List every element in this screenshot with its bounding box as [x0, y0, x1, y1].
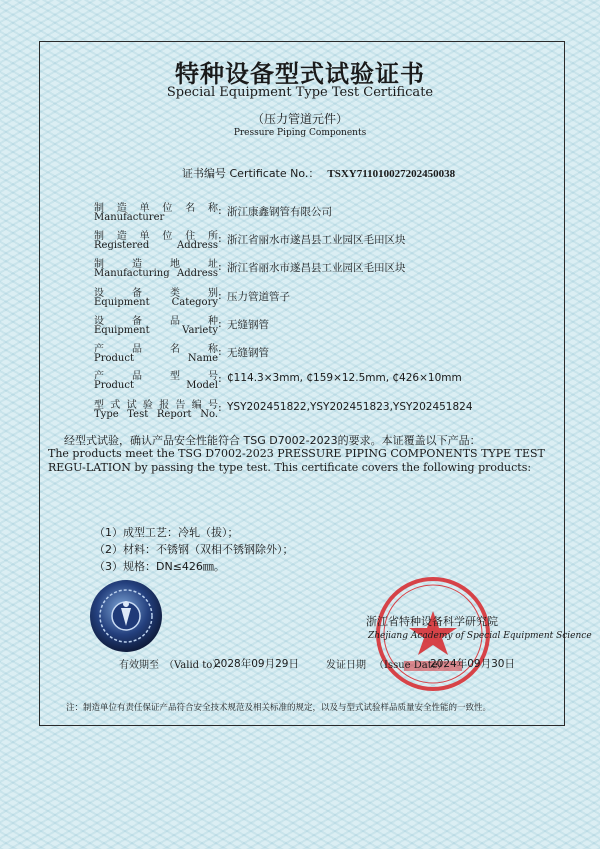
valid-label-en: （Valid to）：	[164, 660, 228, 671]
field-value: 无缝钢管	[227, 319, 269, 331]
field-label-cn: 产品名称	[94, 344, 218, 355]
field-colon: :	[218, 289, 222, 302]
subtitle-en: Pressure Piping Components	[233, 128, 367, 138]
field-label-en: Manufacturer	[94, 212, 165, 223]
field-report-number	[94, 396, 574, 424]
field-label-en: Equipment Variety	[94, 325, 218, 336]
field-colon: :	[218, 317, 222, 330]
field-colon: :	[218, 204, 222, 217]
field-value: 无缝钢管	[227, 347, 269, 359]
field-product-name	[94, 340, 574, 368]
field-manufacturer	[94, 199, 574, 227]
field-value: ₵114.3×3mm, ₵159×12.5mm, ₵426×10mm	[227, 372, 462, 384]
field-colon: :	[218, 345, 222, 358]
field-value: YSY202451822,YSY202451823,YSY202451824	[227, 401, 473, 413]
statement-cn: 经型式试验，确认产品安全性能符合 TSG D7002-2023的要求。本证覆盖以下产品：	[64, 434, 481, 447]
field-product-model	[94, 367, 574, 395]
issue-label: 发证日期	[326, 660, 366, 671]
field-value: 浙江康鑫钢管有限公司	[227, 206, 332, 218]
field-manufacturing-address	[94, 255, 574, 283]
field-value: 压力管道管子	[227, 291, 290, 303]
valid-date: 2028年09月29日	[214, 658, 299, 670]
field-label-en: Registered Address	[94, 240, 218, 251]
hologram-icon	[88, 578, 164, 654]
field-value: 浙江省丽水市遂昌县工业园区毛田区块	[227, 262, 406, 274]
certificate-title-en: Special Equipment Type Test Certificate	[166, 85, 434, 100]
certificate-title: 特种设备型式试验证书	[175, 60, 425, 88]
field-label-en: Manufacturing Address	[94, 268, 218, 279]
field-label-en: Product Model	[94, 380, 218, 391]
issuer-name: 浙江省特种设备科学研究院	[366, 615, 498, 628]
field-label-cn: 制造地址	[94, 259, 218, 270]
issuer-name-en: Zhejiang Academy of Special Equipment Science	[368, 631, 592, 641]
field-colon: :	[218, 401, 222, 414]
field-label-cn: 型式试验报告编号	[94, 400, 218, 411]
spec-item: （3）规格：DN≤426㎜。	[94, 560, 225, 573]
certificate-number	[182, 165, 455, 181]
field-label-cn: 设备品种	[94, 316, 218, 327]
spec-item: （1）成型工艺：冷轧（拔）；	[94, 526, 239, 539]
issue-label-en: （Issue Date）：	[374, 660, 453, 671]
statement-en: The products meet the TSG D7002-2023 PRESSURE PIPING COMPONENTS TYPE TEST REGU-LATION by passing the type test. This certificate covers the following products:	[48, 447, 545, 474]
subtitle: （压力管道元件）	[251, 112, 348, 126]
field-label-en: Type Test Report No.	[94, 409, 218, 420]
certificate-number-label: 证书编号 Certificate No.：	[182, 167, 320, 180]
field-colon: :	[218, 260, 222, 273]
field-label-en: Equipment Category	[94, 297, 218, 308]
field-label-en: Product Name	[94, 353, 218, 364]
field-equipment-variety	[94, 312, 574, 340]
field-value: 浙江省丽水市遂昌县工业园区毛田区块	[227, 234, 406, 246]
footnote: 注：制造单位有责任保证产品符合安全技术规范及相关标准的规定，以及与型式试验样品质量安全性能的一致性。	[66, 703, 492, 713]
field-colon: :	[218, 372, 222, 385]
field-label-cn: 制造单位名称	[94, 203, 218, 214]
field-label-cn: 制造单位住所	[94, 231, 218, 242]
field-colon: :	[218, 232, 222, 245]
valid-label: 有效期至	[119, 660, 159, 671]
field-registered-address	[94, 227, 574, 255]
field-label-cn: 设备类别	[94, 288, 218, 299]
field-equipment-category	[94, 284, 574, 312]
issue-date: 2024年09月30日	[430, 658, 515, 670]
field-label-cn: 产品型号	[94, 371, 218, 382]
spec-item: （2）材料：不锈钢（双相不锈钢除外）；	[94, 543, 294, 556]
certificate-number-value: TSXY711010027202450038	[327, 168, 456, 180]
